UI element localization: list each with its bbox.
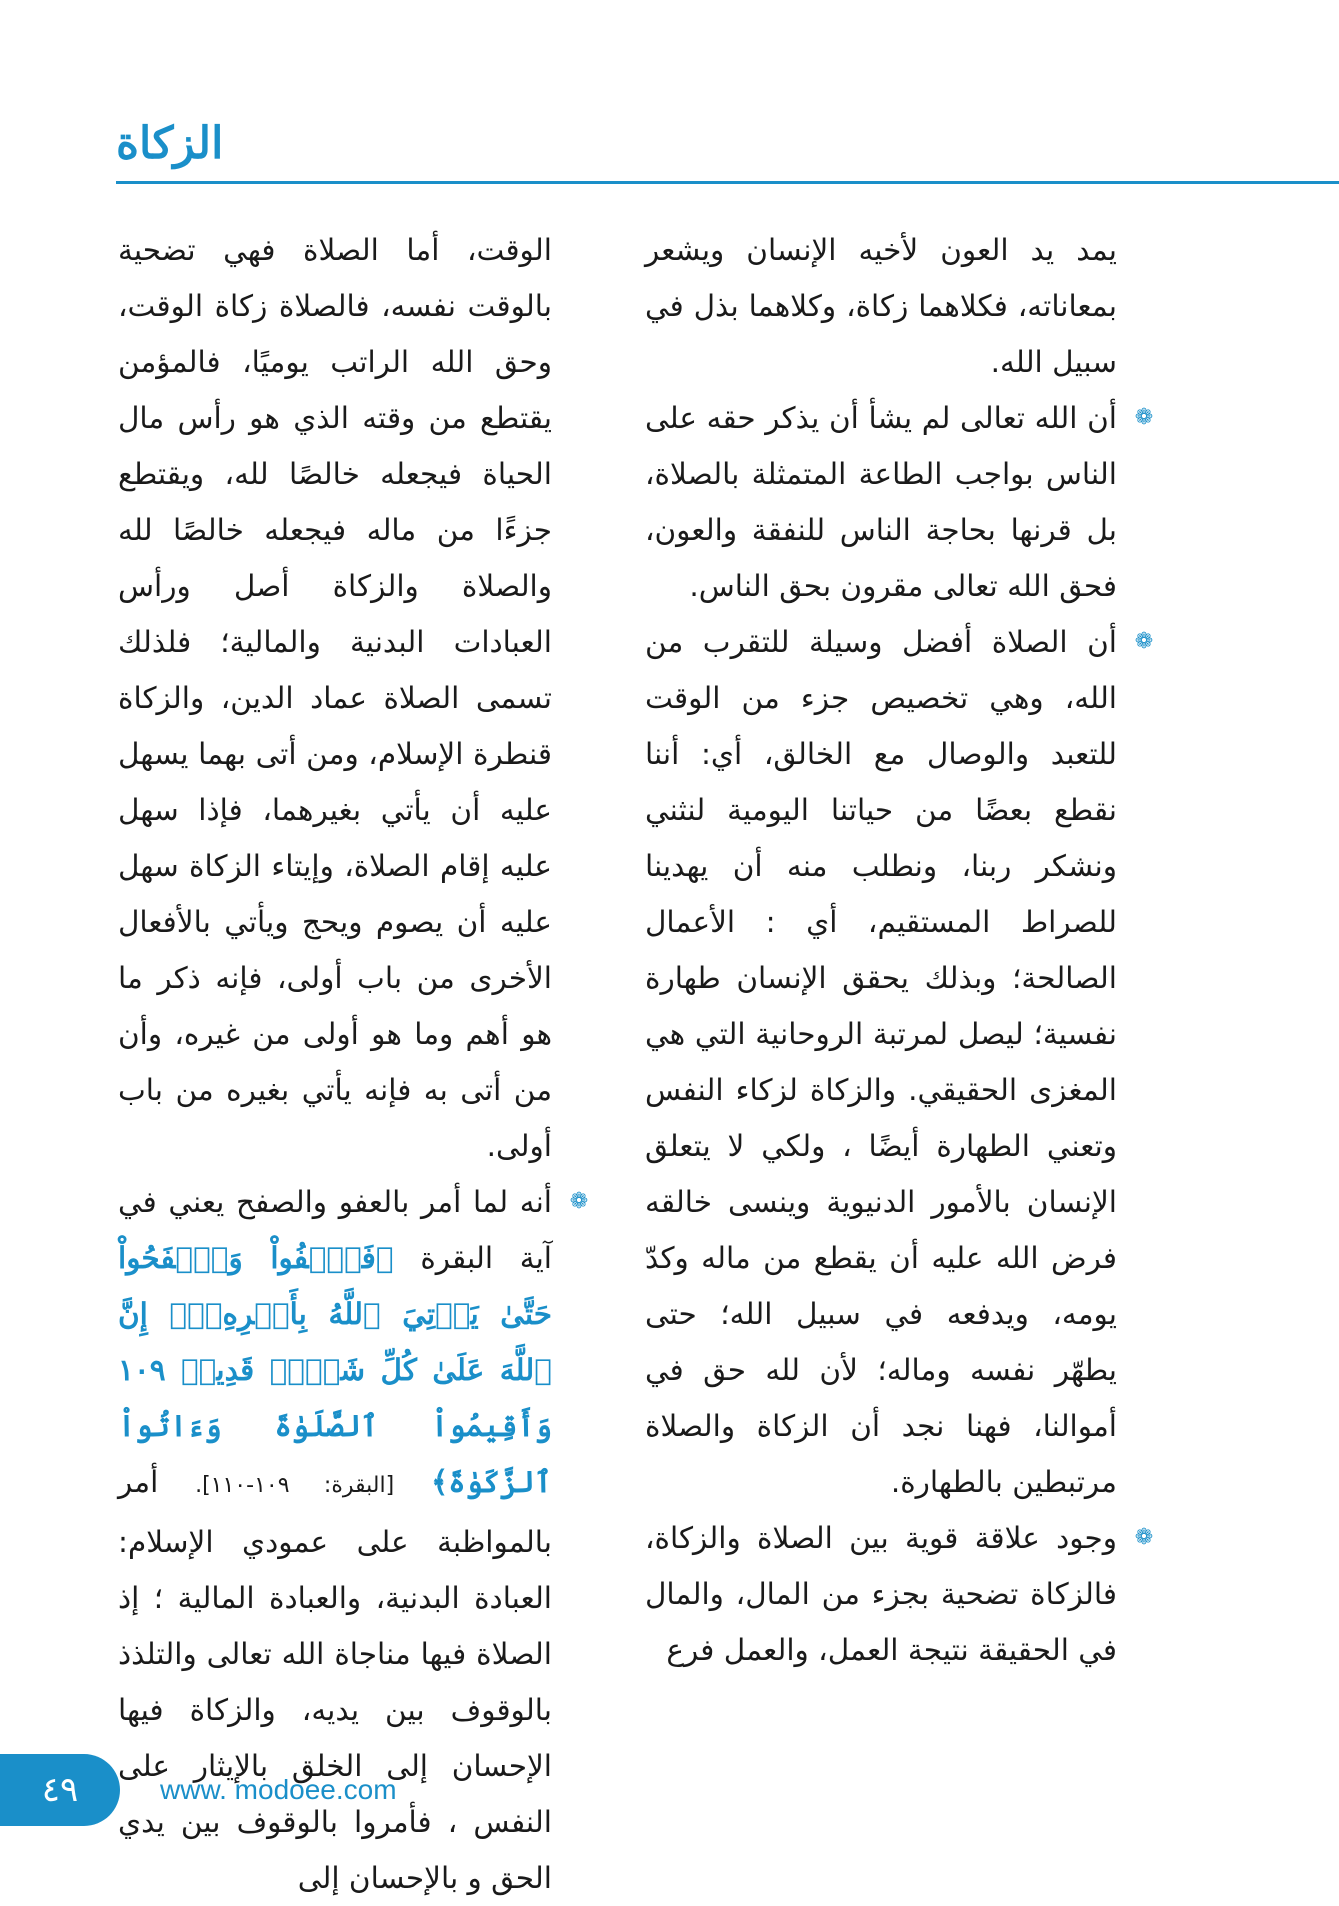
header-rule <box>116 181 1339 184</box>
continuation-paragraph: الوقت، أما الصلاة فهي تضحية بالوقت نفسه، فالصلاة زكاة الوقت، وحق الله الراتب يوميًا، فالمؤمن يقتطع من وقته الذي هو رأس مال الحياة فيجعله خالصًا لله، ويقتطع جزءًا من ماله فيجعله خالصًا لله والصلاة والزكاة أصل ورأس العبادات البدنية والمالية؛ فلذلك تسمى الصلاة عماد الدين، والزكاة قنطرة الإسلام، ومن أتى بهما يسهل عليه أن يأتي بغيرهما، فإذا سهل عليه إقام الصلاة، وإيتاء الزكاة سهل عليه أن يصوم ويحج ويأتي بالأفعال الأخرى من باب أولى، فإنه ذكر ما هو أهم وما هو أولى من غيره، وأن من أتى به فإنه يأتي بغيره من باب أولى. <box>118 233 552 1163</box>
flower-bullet-icon: ❁ <box>1134 405 1154 430</box>
bullet-text: أن الصلاة أفضل وسيلة للتقرب من الله، وهي تخصيص جزء من الوقت للتعبد والوصال مع الخالق، أي: أننا نقطع بعضًا من حياتنا اليومية لنثني ونشكر ربنا، ونطلب منه أن يهدينا للصراط المستقيم، أي : الأعمال الصالحة؛ وبذلك يحقق الإنسان طهارة نفسية؛ ليصل لمرتبة الروحانية التي هي المغزى الحقيقي. والزكاة لزكاء النفس وتعني الطهارة أيضًا ، ولكي لا يتعلق الإنسان بالأمور الدنيوية وينسى خالقه فرض الله عليه أن يقطع من ماله وكدّ يومه، ويدفعه في سبيل الله؛ حتى يطهّر نفسه وماله؛ لأن لله حق في أموالنا، فهنا نجد أن الزكاة والصلاة مرتبطين بالطهارة. <box>645 625 1117 1499</box>
bullet-item-1 <box>645 390 1154 614</box>
page-title: الزكاة <box>116 118 224 169</box>
intro-paragraph: يمد يد العون لأخيه الإنسان ويشعر بمعاناته، فكلاهما زكاة، وكلاهما بذل في سبيل الله. <box>645 233 1117 379</box>
flower-bullet-icon: ❁ <box>1134 629 1154 654</box>
page-number: ٤٩ <box>41 1770 79 1810</box>
bullet-item-2 <box>645 614 1154 1510</box>
right-column <box>645 222 1154 1678</box>
flower-bullet-icon: ❁ <box>569 1189 589 1214</box>
bullet-text: أنه لما أمر بالعفو والصفح يعني في آية البقرة <box>118 1185 552 1275</box>
page-number-tab <box>0 1754 120 1826</box>
flower-bullet-icon: ❁ <box>1134 1525 1154 1550</box>
bullet-text: وجود علاقة قوية بين الصلاة والزكاة، فالزكاة تضحية بجزء من المال، والمال في الحقيقة نتيجة العمل، والعمل فرع <box>645 1521 1117 1667</box>
left-column <box>118 222 589 1906</box>
website-url[interactable]: www. modoee.com <box>160 1774 397 1805</box>
bullet-text: أن الله تعالى لم يشأ أن يذكر حقه على الناس بواجب الطاعة المتمثلة بالصلاة، بل قرنها بحاجة الناس للنفقة والعون، فحق الله تعالى مقرون بحق الناس. <box>645 401 1117 603</box>
quran-verse: ﴿فَٱعۡفُواْ وَٱصۡفَحُواْ حَتَّىٰ يَأۡتِيَ ٱللَّهُ بِأَمۡرِهِۦٓۗ إِنَّ ٱللَّهَ عَلَىٰ كُلِّ شَيۡءٖ قَدِيرٞ ١٠٩ وَأَقِيمُواْ ٱلصَّلَوٰةَ وَءَاتُواْ ٱلزَّكَوٰةَ﴾ <box>118 1240 552 1499</box>
verse-citation: [البقرة: ١٠٩-١١٠]. <box>195 1473 395 1498</box>
bullet-text-continued: أمر بالمواظبة على عمودي الإسلام: العبادة البدنية، والعبادة المالية ؛ إذ الصلاة فيها مناجاة الله تعالى والتلذذ بالوقوف بين يديه، والزكاة فيها الإحسان إلى الخلق بالإيثار على النفس ، فأمروا بالوقوف بين يدي الحق و بالإحسان إلى <box>118 1465 552 1895</box>
bullet-item-3 <box>645 1510 1154 1678</box>
